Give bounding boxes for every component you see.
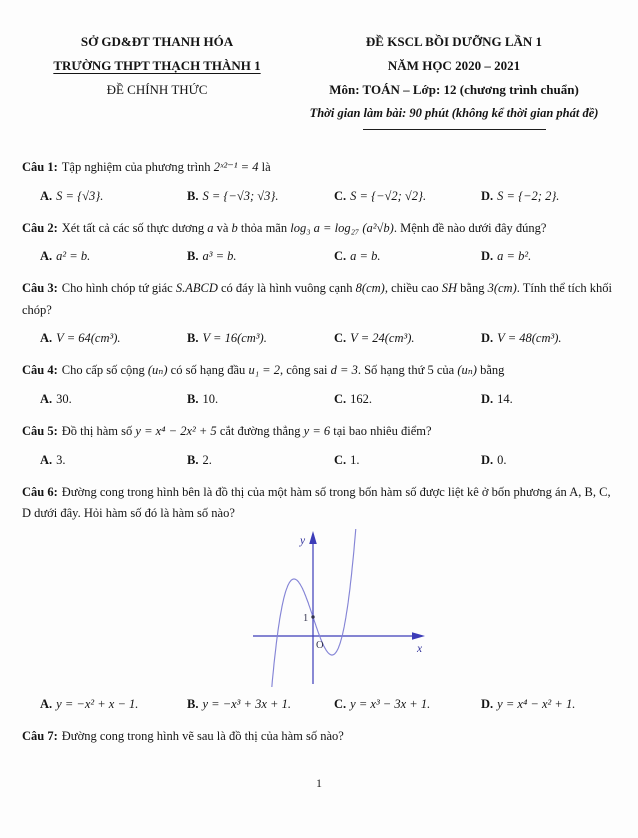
cubic-curve (272, 529, 356, 687)
question-3-number: Câu 3: (22, 281, 58, 296)
question-3-body: Cho hình chóp tứ giác S.ABCD có đáy là hình vuông cạnh 8(cm), chiều cao SH bằng 3(cm). Tính thể tích khối chóp? (22, 281, 612, 317)
question-5-text (22, 421, 616, 443)
question-2-number: Câu 2: (22, 220, 58, 235)
option-b: B. 10. (187, 391, 219, 406)
question-5-number: Câu 5: (22, 424, 58, 438)
question-1-number: Câu 1: (22, 160, 58, 174)
x-axis-label: x (417, 642, 423, 655)
department-name: SỞ GD&ĐT THANH HÓA (80, 34, 234, 49)
question-4-body: Cho cấp số cộng (uₙ) có số hạng đầu u₁ = 2, công sai d = 3. Số hạng thứ 5 của (uₙ) bằng (61, 363, 505, 378)
question-2 (22, 218, 616, 266)
question-7-body: Đường cong trong hình vẽ sau là đồ thị của hàm số nào? (61, 728, 344, 743)
subject-line: Môn: TOÁN – Lớp: 12 (chương trình chuẩn) (329, 82, 579, 97)
option-d: D. 0. (481, 452, 507, 467)
school-year: NĂM HỌC 2020 – 2021 (387, 58, 521, 73)
option-c: C. V = 24(cm³). (334, 331, 415, 346)
question-6-options (40, 695, 616, 713)
question-5-body: Đồ thị hàm số y = x⁴ − 2x² + 5 cắt đường thẳng y = 6 tại bao nhiêu điểm? (61, 424, 432, 438)
official-exam-label: ĐỀ CHÍNH THỨC (106, 82, 208, 97)
option-a: A. a² = b. (40, 249, 91, 264)
y-axis-arrow-icon (309, 531, 317, 544)
y-tick-label: 1 (303, 612, 309, 624)
option-a: A. V = 64(cm³). (40, 331, 121, 346)
school-name: TRƯỜNG THPT THẠCH THÀNH 1 (53, 58, 261, 73)
option-d: D. y = x⁴ − x² + 1. (481, 696, 576, 711)
option-b: B. y = −x³ + 3x + 1. (187, 696, 291, 711)
question-list (22, 157, 616, 747)
option-d: D. 14. (481, 391, 513, 406)
exam-header (22, 34, 616, 130)
question-7 (22, 726, 616, 748)
question-3-options (40, 329, 616, 347)
question-4-options (40, 390, 616, 408)
option-b: B. 2. (187, 452, 212, 467)
question-6-body: Đường cong trong hình bên là đồ thị của một hàm số trong bốn hàm số được liệt kê ở bốn phương án A, B, C, D dưới đây. Hỏi hàm số đó là hàm số nào? (22, 484, 611, 521)
origin-label: O (316, 639, 324, 651)
exam-title: ĐỀ KSCL BỒI DƯỠNG LẦN 1 (365, 34, 543, 49)
header-left (22, 34, 292, 130)
option-a: A. 30. (40, 391, 72, 406)
question-3-text (22, 278, 616, 321)
option-a: A. y = −x² + x − 1. (40, 696, 139, 711)
question-1-options (40, 187, 616, 205)
option-a: A. 3. (40, 452, 66, 467)
question-7-text (22, 726, 616, 748)
question-2-body: Xét tất cả các số thực dương a và b thỏa mãn log₃ a = log₂₇ (a²√b). Mệnh đề nào dưới đây đúng? (61, 220, 547, 235)
header-right (292, 34, 616, 130)
question-3 (22, 278, 616, 347)
option-d: D. a = b². (481, 249, 532, 264)
x-axis-arrow-icon (412, 632, 425, 640)
option-b: B. V = 16(cm³). (187, 331, 267, 346)
question-1-body: Tập nghiệm của phương trình 2ˣ²⁻¹ = 4 là (61, 160, 271, 174)
question-5-options (40, 451, 616, 469)
question-7-number: Câu 7: (22, 728, 58, 743)
duration-line: Thời gian làm bài: 90 phút (không kể thời gian phát đề) (309, 106, 599, 120)
question-2-text (22, 218, 616, 240)
question-2-options (40, 247, 616, 265)
option-c: C. S = {−√2; √2}. (334, 188, 427, 203)
axes (253, 531, 425, 684)
option-c: C. y = x³ − 3x + 1. (334, 696, 431, 711)
question-6-text (22, 482, 616, 525)
question-1 (22, 157, 616, 205)
option-d: D. S = {−2; 2}. (481, 188, 560, 203)
question-4-text (22, 360, 616, 382)
option-b: B. a³ = b. (187, 249, 237, 264)
question-6 (22, 482, 616, 713)
y-intercept-point (311, 615, 314, 618)
option-b: B. S = {−√3; √3}. (187, 188, 279, 203)
question-1-text (22, 157, 616, 179)
option-d: D. V = 48(cm³). (481, 331, 562, 346)
option-a: A. S = {√3}. (40, 188, 104, 203)
question-6-number: Câu 6: (22, 484, 58, 499)
option-c: C. 1. (334, 452, 360, 467)
page-number: 1 (316, 776, 322, 790)
question-4-number: Câu 4: (22, 363, 58, 378)
header-divider (363, 129, 546, 130)
y-axis-label: y (300, 534, 306, 547)
function-graph (245, 529, 435, 687)
question-5 (22, 421, 616, 469)
question-4 (22, 360, 616, 408)
option-c: C. a = b. (334, 249, 381, 264)
option-c: C. 162. (334, 391, 373, 406)
